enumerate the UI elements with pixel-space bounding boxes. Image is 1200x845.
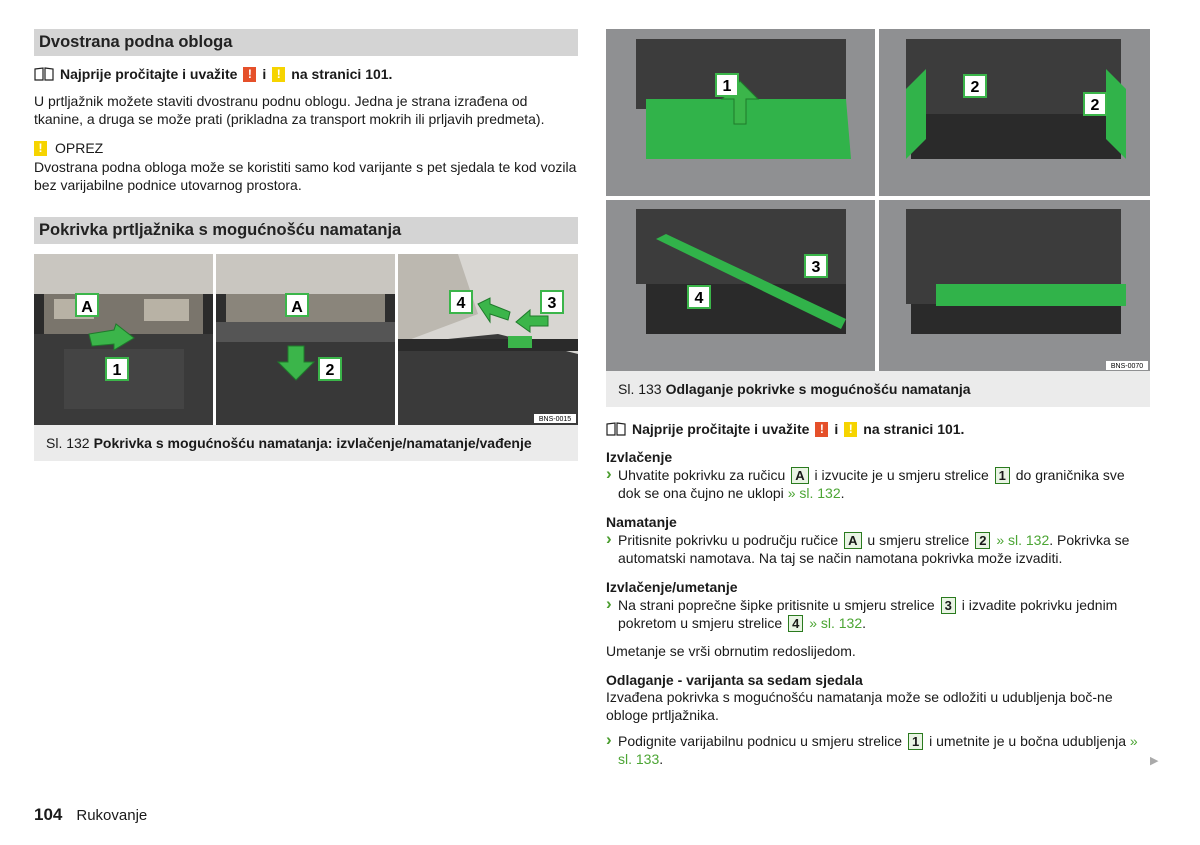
caution-body: Dvostrana podna obloga može se koristiti samo kod varijante s pet sjedala te kod vozila bez varijabilne podnice utovarnog prostora. bbox=[34, 159, 577, 193]
figure-link[interactable]: » sl. 133 bbox=[618, 733, 1138, 767]
warning-yellow-icon: ! bbox=[272, 67, 285, 82]
read-first-note-right: Najprije pročitajte i uvažite ! i ! na stranici 101. bbox=[606, 421, 1150, 437]
svg-text:4: 4 bbox=[456, 295, 466, 312]
svg-text:1: 1 bbox=[722, 78, 732, 95]
left-column bbox=[34, 29, 578, 461]
heading-namatanje: Namatanje bbox=[606, 514, 677, 530]
caution-icon: ! bbox=[34, 141, 47, 156]
figure-link[interactable]: » sl. 132 bbox=[809, 615, 863, 631]
svg-text:4: 4 bbox=[694, 290, 704, 307]
svg-text:2: 2 bbox=[970, 79, 980, 96]
photo-retract bbox=[216, 254, 395, 425]
heading-odlaganje: Odlaganje - varijanta sa sedam sjedala bbox=[606, 672, 863, 688]
section-name: Rukovanje bbox=[76, 807, 148, 824]
figure-link[interactable]: » sl. 132 bbox=[787, 485, 841, 501]
figure-132-caption: Sl. 132 Pokrivka s mogućnošću namatanja: izvlačenje/namatanje/vađenje bbox=[34, 425, 578, 461]
section-heading-floor-mat: Dvostrana podna obloga bbox=[34, 29, 578, 56]
warning-red-icon: ! bbox=[815, 422, 828, 437]
svg-text:A: A bbox=[291, 299, 303, 316]
caution-title: ! OPREZ bbox=[34, 140, 578, 156]
step-izvlacenje: › Uhvatite pokrivku za ručicu A i izvucite je u smjeru strelice 1 do graničnika sve dok se ona čujno ne uklopi » sl. 132. bbox=[606, 466, 1150, 502]
svg-text:A: A bbox=[81, 299, 93, 316]
svg-text:3: 3 bbox=[811, 259, 821, 276]
photo-extend bbox=[34, 254, 213, 425]
svg-text:BNS-0015: BNS-0015 bbox=[538, 416, 572, 423]
photo-remove bbox=[398, 254, 578, 425]
floor-mat-paragraph: U prtljažnik možete staviti dvostranu podnu oblogu. Jedna je strana izrađena od tkanine, a druga se može prati (prikladna za transport mokrih ili prljavih predmeta). bbox=[34, 93, 545, 127]
section-heading-roller-cover: Pokrivka prtljažnika s mogućnošću namatanja bbox=[34, 217, 578, 244]
step-namatanje: › Pritisnite pokrivku u području ručice A u smjeru strelice 2 » sl. 132. Pokrivka se automatski namotava. Na taj se način namotana pokrivka može izvaditi. bbox=[606, 531, 1150, 567]
book-icon bbox=[34, 67, 54, 81]
next-page-arrow-icon: ▶ bbox=[1150, 755, 1159, 767]
step-umetanje: › Na strani poprečne šipke pritisnite u smjeru strelice 3 i izvadite pokrivku jednim pokretom u smjeru strelice 4 » sl. 132. bbox=[606, 596, 1150, 632]
read-first-note: Najprije pročitajte i uvažite ! i ! na stranici 101. bbox=[34, 66, 578, 82]
book-icon bbox=[606, 422, 626, 436]
figure-link[interactable]: » sl. 132 bbox=[996, 532, 1050, 548]
heading-izvlacenje: Izvlačenje bbox=[606, 449, 673, 465]
svg-text:2: 2 bbox=[325, 362, 335, 379]
reverse-order-note: Umetanje se vrši obrnutim redoslijedom. bbox=[606, 643, 856, 659]
right-column bbox=[606, 29, 1150, 768]
svg-text:1: 1 bbox=[112, 362, 122, 379]
step-odlaganje: › Podignite varijabilnu podnicu u smjeru strelice 1 i umetnite je u bočna udubljenja » sl. 133. bbox=[606, 732, 1150, 768]
odlaganje-paragraph: Izvađena pokrivka s mogućnošću namatanja može se odložiti u udubljenja boč-ne obloge prtljažnika. bbox=[606, 689, 1113, 723]
figure-133 bbox=[606, 29, 1150, 371]
warning-yellow-icon: ! bbox=[844, 422, 857, 437]
heading-umetanje: Izvlačenje/umetanje bbox=[606, 579, 738, 595]
svg-text:BNS-0070: BNS-0070 bbox=[1110, 363, 1144, 370]
page-number: 104 bbox=[34, 805, 63, 824]
warning-red-icon: ! bbox=[243, 67, 256, 82]
page-footer bbox=[34, 805, 147, 825]
figure-132 bbox=[34, 254, 578, 425]
svg-text:2: 2 bbox=[1090, 97, 1100, 114]
figure-133-caption: Sl. 133 Odlaganje pokrivke s mogućnošću namatanja bbox=[606, 371, 1150, 407]
svg-text:3: 3 bbox=[547, 295, 557, 312]
